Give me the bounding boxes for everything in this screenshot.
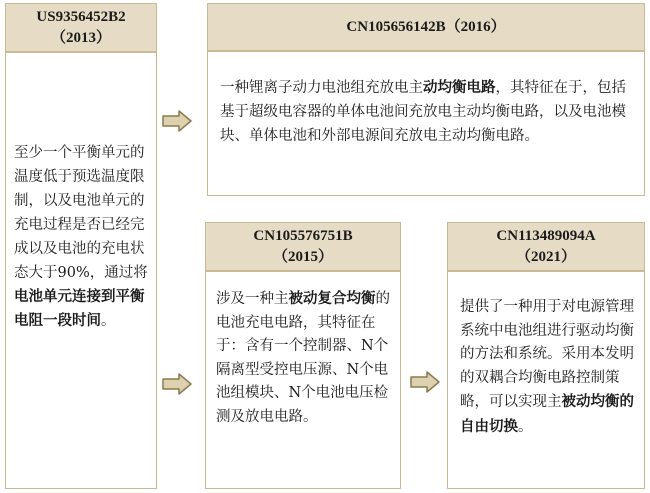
right-arrow-icon bbox=[162, 110, 192, 132]
patent-header bbox=[205, 222, 401, 271]
summary-text: 涉及一种主 bbox=[216, 291, 289, 307]
patent-header bbox=[207, 3, 645, 51]
summary-text: ，其特征在于，包括基于超级电容器的单体电池间充放电主动均衡电路，以及电池模块、单体电池和外部电源间充放电主动均衡电路。 bbox=[220, 80, 626, 144]
summary-highlight: 动均衡电路 bbox=[423, 79, 496, 96]
right-arrow-icon bbox=[410, 371, 440, 393]
summary-text: 。 bbox=[518, 418, 533, 435]
summary-text: 的电池充电电路，其特征在于：含有一个控制器、N个隔离型受控电压源、N个电池组模块、N个电池电压检测及放电电路。 bbox=[216, 291, 390, 425]
patent-number: CN113489094A bbox=[496, 228, 596, 244]
patent-header bbox=[5, 3, 157, 52]
summary-highlight: 被动复合均衡 bbox=[288, 290, 376, 307]
summary-highlight: 被动均衡的自由切换 bbox=[460, 393, 634, 435]
patent-number: US9356452B2 bbox=[36, 9, 126, 25]
patent-year: （2013） bbox=[50, 30, 111, 46]
patent-header bbox=[447, 222, 645, 271]
patent-summary bbox=[205, 271, 401, 489]
summary-highlight: 电池单元连接到平衡电阻一段时间 bbox=[14, 288, 145, 329]
summary-text: 至少一个平衡单元的温度低于预选温度限制，以及电池单元的充电过程是否已经完成以及电池的充电状态大于90%，通过将 bbox=[14, 145, 148, 281]
patent-summary bbox=[447, 271, 645, 489]
patent-year: （2021） bbox=[515, 249, 576, 265]
patent-summary bbox=[207, 51, 645, 196]
patent-year: （2015） bbox=[272, 249, 333, 265]
patent-number: CN105576751B bbox=[253, 228, 353, 244]
patent-summary bbox=[5, 52, 157, 489]
summary-text: 。 bbox=[101, 313, 116, 329]
summary-text: 一种锂离子动力电池组充放电主 bbox=[220, 80, 423, 96]
patent-number: CN105656142B（2016） bbox=[346, 19, 506, 35]
right-arrow-icon bbox=[162, 373, 192, 395]
summary-text: 提供了一种用于对电源管理系统中电池组进行驱动均衡的方法和系统。采用本发明的双耦合均衡电路控制策略，可以实现主 bbox=[460, 299, 634, 410]
